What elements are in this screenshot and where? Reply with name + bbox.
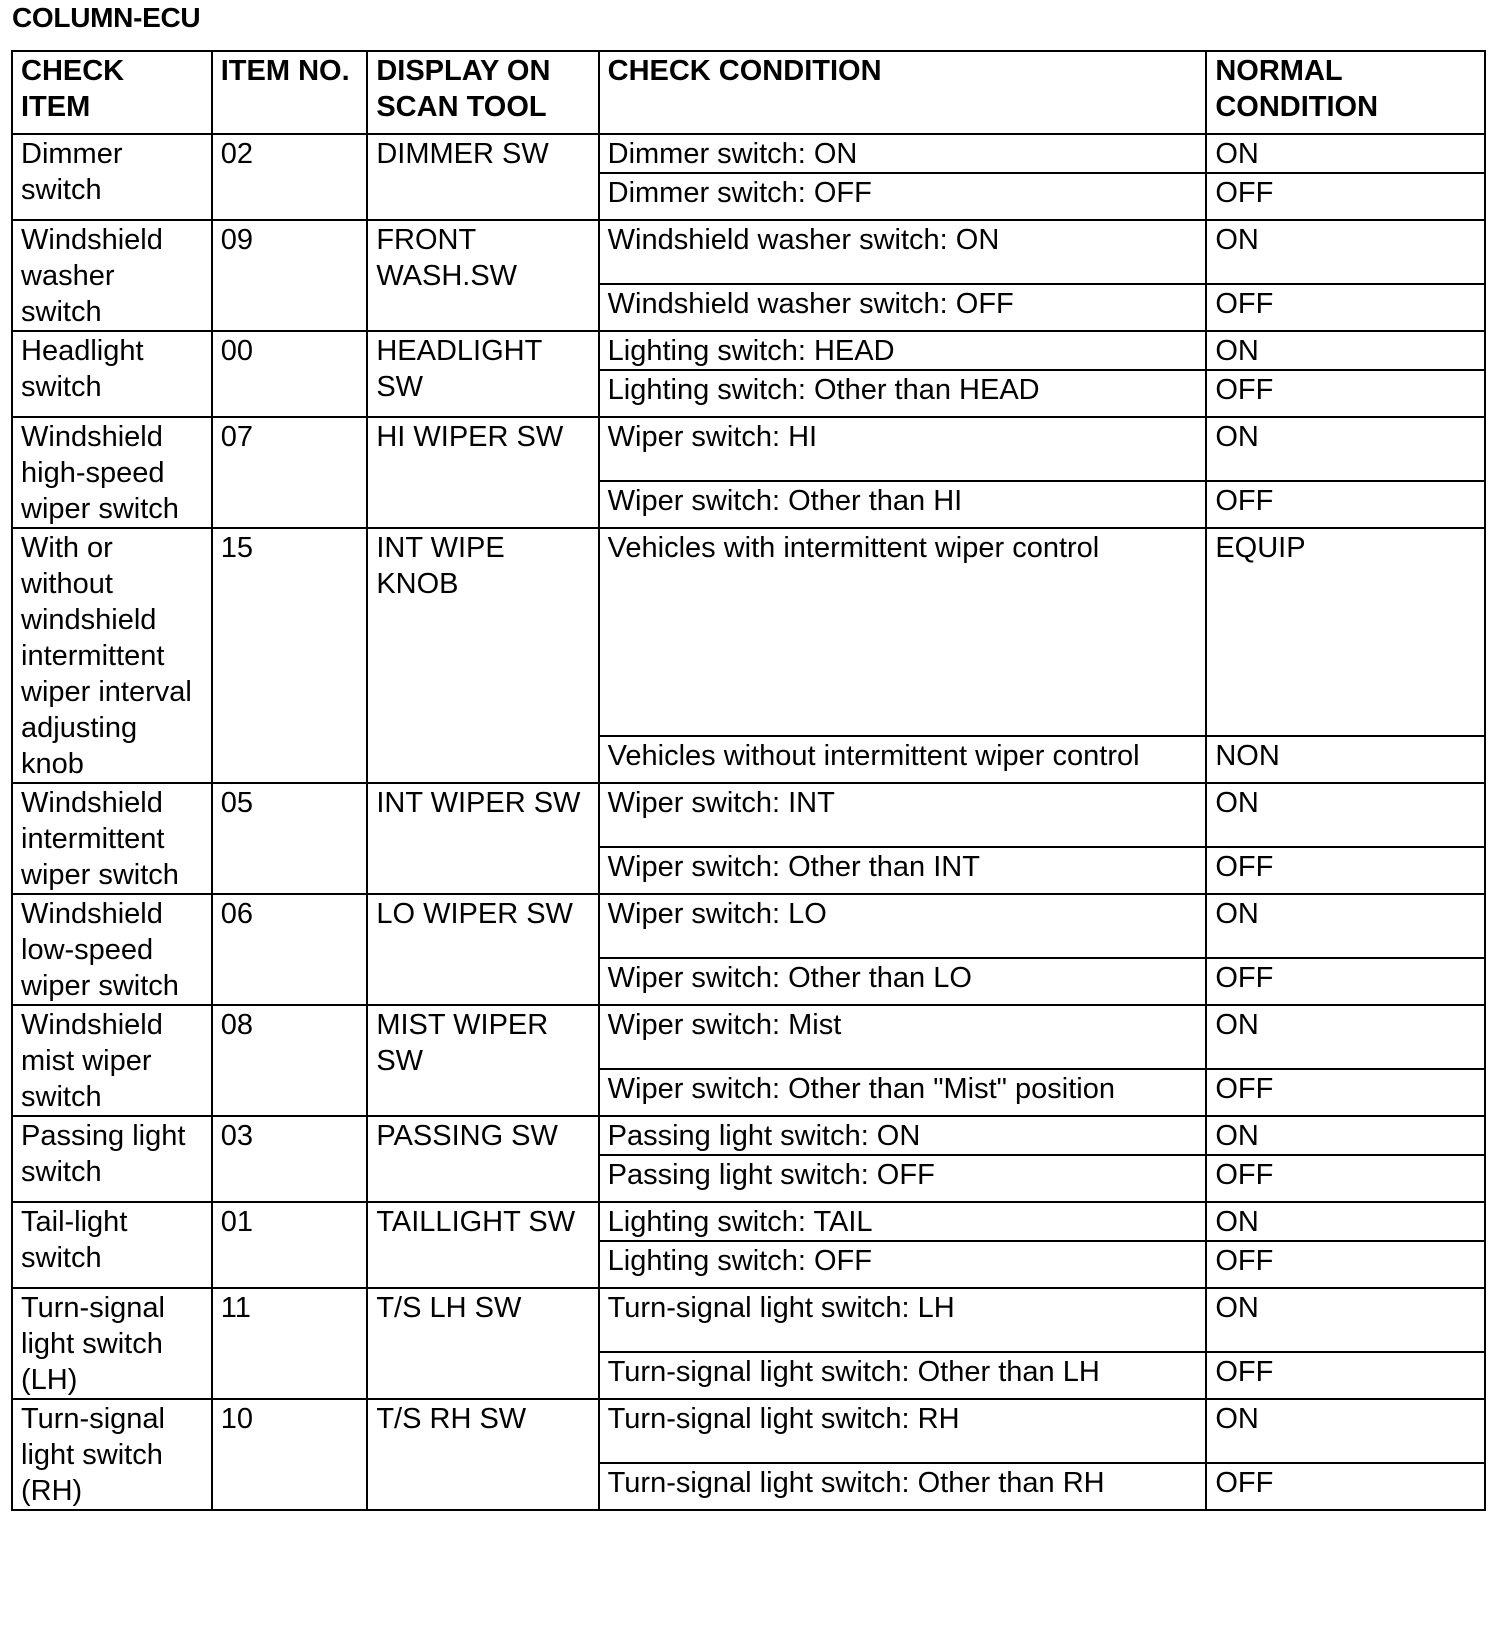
cell-normal-condition: OFF: [1206, 958, 1485, 1005]
cell-normal-condition: OFF: [1206, 847, 1485, 894]
cell-item-no: 10: [212, 1399, 368, 1510]
header-item-no: ITEM NO.: [212, 51, 368, 134]
cell-display: PASSING SW: [367, 1116, 598, 1202]
table-row: [12, 1288, 1485, 1352]
cell-check-condition: Dimmer switch: ON: [599, 134, 1207, 173]
header-row: [12, 51, 1485, 134]
cell-check-item: Windshield intermittent wiper switch: [12, 783, 212, 894]
cell-check-condition: Turn-signal light switch: Other than LH: [599, 1352, 1207, 1399]
table-body: [12, 134, 1485, 1510]
table-row: [12, 528, 1485, 736]
cell-normal-condition: ON: [1206, 1005, 1485, 1069]
cell-check-condition: Dimmer switch: OFF: [599, 173, 1207, 220]
cell-normal-condition: OFF: [1206, 1155, 1485, 1202]
cell-normal-condition: OFF: [1206, 481, 1485, 528]
cell-check-condition: Wiper switch: INT: [599, 783, 1207, 847]
cell-check-condition: Turn-signal light switch: Other than RH: [599, 1463, 1207, 1510]
cell-normal-condition: OFF: [1206, 1069, 1485, 1116]
header-normal-condition: NORMAL CONDITION: [1206, 51, 1485, 134]
cell-check-condition: Vehicles with intermittent wiper control: [599, 528, 1207, 736]
cell-normal-condition: ON: [1206, 1202, 1485, 1241]
cell-check-condition: Lighting switch: Other than HEAD: [599, 370, 1207, 417]
cell-display: HI WIPER SW: [367, 417, 598, 528]
cell-check-condition: Lighting switch: HEAD: [599, 331, 1207, 370]
table-row: [12, 220, 1485, 284]
cell-item-no: 02: [212, 134, 368, 220]
cell-check-condition: Wiper switch: Other than HI: [599, 481, 1207, 528]
cell-normal-condition: OFF: [1206, 370, 1485, 417]
cell-check-item: Headlight switch: [12, 331, 212, 417]
cell-check-condition: Wiper switch: Other than INT: [599, 847, 1207, 894]
cell-display: FRONT WASH.SW: [367, 220, 598, 331]
header-check-item: CHECK ITEM: [12, 51, 212, 134]
cell-normal-condition: ON: [1206, 417, 1485, 481]
cell-check-item: Dimmer switch: [12, 134, 212, 220]
cell-check-condition: Turn-signal light switch: RH: [599, 1399, 1207, 1463]
table-row: [12, 894, 1485, 958]
cell-normal-condition: ON: [1206, 894, 1485, 958]
cell-item-no: 11: [212, 1288, 368, 1399]
cell-item-no: 00: [212, 331, 368, 417]
cell-item-no: 06: [212, 894, 368, 1005]
cell-item-no: 01: [212, 1202, 368, 1288]
cell-normal-condition: ON: [1206, 220, 1485, 284]
cell-check-item: Passing light switch: [12, 1116, 212, 1202]
cell-normal-condition: ON: [1206, 1399, 1485, 1463]
cell-display: HEADLIGHT SW: [367, 331, 598, 417]
cell-normal-condition: OFF: [1206, 1463, 1485, 1510]
cell-check-condition: Wiper switch: HI: [599, 417, 1207, 481]
cell-check-item: Windshield low-speed wiper switch: [12, 894, 212, 1005]
header-check-condition: CHECK CONDITION: [599, 51, 1207, 134]
cell-check-condition: Lighting switch: OFF: [599, 1241, 1207, 1288]
table-row: [12, 783, 1485, 847]
cell-check-item: Windshield washer switch: [12, 220, 212, 331]
cell-display: INT WIPER SW: [367, 783, 598, 894]
cell-check-item: Turn-signal light switch (RH): [12, 1399, 212, 1510]
cell-normal-condition: ON: [1206, 783, 1485, 847]
cell-check-condition: Passing light switch: OFF: [599, 1155, 1207, 1202]
cell-check-item: Windshield high-speed wiper switch: [12, 417, 212, 528]
table-row: [12, 1202, 1485, 1241]
cell-display: T/S RH SW: [367, 1399, 598, 1510]
table-row: [12, 1005, 1485, 1069]
cell-check-condition: Wiper switch: Other than "Mist" position: [599, 1069, 1207, 1116]
cell-display: INT WIPE KNOB: [367, 528, 598, 783]
cell-normal-condition: ON: [1206, 1288, 1485, 1352]
cell-item-no: 07: [212, 417, 368, 528]
cell-check-condition: Wiper switch: Other than LO: [599, 958, 1207, 1005]
cell-item-no: 09: [212, 220, 368, 331]
cell-check-condition: Lighting switch: TAIL: [599, 1202, 1207, 1241]
cell-normal-condition: ON: [1206, 331, 1485, 370]
cell-check-condition: Windshield washer switch: ON: [599, 220, 1207, 284]
table-row: [12, 134, 1485, 173]
cell-check-condition: Wiper switch: Mist: [599, 1005, 1207, 1069]
page-title: COLUMN-ECU: [12, 2, 201, 33]
cell-check-condition: Turn-signal light switch: LH: [599, 1288, 1207, 1352]
cell-normal-condition: ON: [1206, 1116, 1485, 1155]
table-row: [12, 1399, 1485, 1463]
cell-item-no: 05: [212, 783, 368, 894]
header-display: DISPLAY ON SCAN TOOL: [367, 51, 598, 134]
cell-normal-condition: EQUIP: [1206, 528, 1485, 736]
cell-display: DIMMER SW: [367, 134, 598, 220]
cell-normal-condition: OFF: [1206, 1352, 1485, 1399]
column-ecu-table: [11, 50, 1486, 1511]
cell-check-condition: Passing light switch: ON: [599, 1116, 1207, 1155]
cell-check-item: Tail-light switch: [12, 1202, 212, 1288]
cell-normal-condition: OFF: [1206, 1241, 1485, 1288]
cell-item-no: 15: [212, 528, 368, 783]
cell-check-condition: Windshield washer switch: OFF: [599, 284, 1207, 331]
cell-normal-condition: ON: [1206, 134, 1485, 173]
cell-normal-condition: OFF: [1206, 284, 1485, 331]
cell-display: T/S LH SW: [367, 1288, 598, 1399]
cell-normal-condition: NON: [1206, 736, 1485, 783]
table-row: [12, 1116, 1485, 1155]
cell-item-no: 08: [212, 1005, 368, 1116]
cell-item-no: 03: [212, 1116, 368, 1202]
cell-check-item: With or without windshield intermittent wiper interval adjusting knob: [12, 528, 212, 783]
table-row: [12, 417, 1485, 481]
cell-check-item: Turn-signal light switch (LH): [12, 1288, 212, 1399]
cell-normal-condition: OFF: [1206, 173, 1485, 220]
cell-check-condition: Wiper switch: LO: [599, 894, 1207, 958]
cell-display: LO WIPER SW: [367, 894, 598, 1005]
cell-display: TAILLIGHT SW: [367, 1202, 598, 1288]
cell-display: MIST WIPER SW: [367, 1005, 598, 1116]
table-row: [12, 331, 1485, 370]
cell-check-condition: Vehicles without intermittent wiper control: [599, 736, 1207, 783]
cell-check-item: Windshield mist wiper switch: [12, 1005, 212, 1116]
